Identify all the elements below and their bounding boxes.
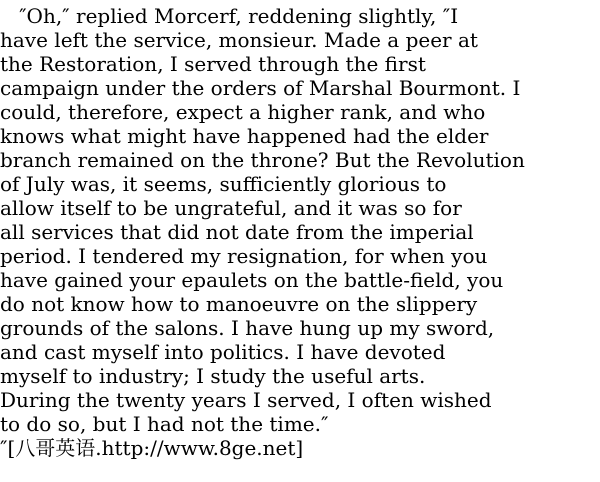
text-line: knows what might have happened had the elder xyxy=(0,124,489,148)
document-page xyxy=(0,4,600,482)
text-line: the Restoration, I served through the first xyxy=(0,52,426,76)
body-text xyxy=(0,4,600,460)
text-line: ″Oh,″ replied Morcerf, reddening slightly, ″I xyxy=(0,4,459,28)
text-line: and cast myself into politics. I have devoted xyxy=(0,340,446,364)
text-line: grounds of the salons. I have hung up my sword, xyxy=(0,316,495,340)
text-line: have gained your epaulets on the battle-field, you xyxy=(0,268,504,292)
text-line: period. I tendered my resignation, for when you xyxy=(0,244,488,268)
text-line: do not know how to manoeuvre on the slippery xyxy=(0,292,478,316)
text-line: could, therefore, expect a higher rank, and who xyxy=(0,100,486,124)
text-line: allow itself to be ungrateful, and it was so for xyxy=(0,196,462,220)
text-line: of July was, it seems, sufficiently glorious to xyxy=(0,172,447,196)
text-line: all services that did not date from the imperial xyxy=(0,220,474,244)
text-line: branch remained on the throne? But the Revolution xyxy=(0,148,525,172)
text-line: During the twenty years I served, I often wished xyxy=(0,388,492,412)
text-line: to do so, but I had not the time.″ xyxy=(0,412,329,436)
source-link-line: ″[八哥英语.http://www.8ge.net] xyxy=(0,436,304,460)
text-line: campaign under the orders of Marshal Bourmont. I xyxy=(0,76,521,100)
text-line: have left the service, monsieur. Made a peer at xyxy=(0,28,478,52)
text-line: myself to industry; I study the useful arts. xyxy=(0,364,426,388)
